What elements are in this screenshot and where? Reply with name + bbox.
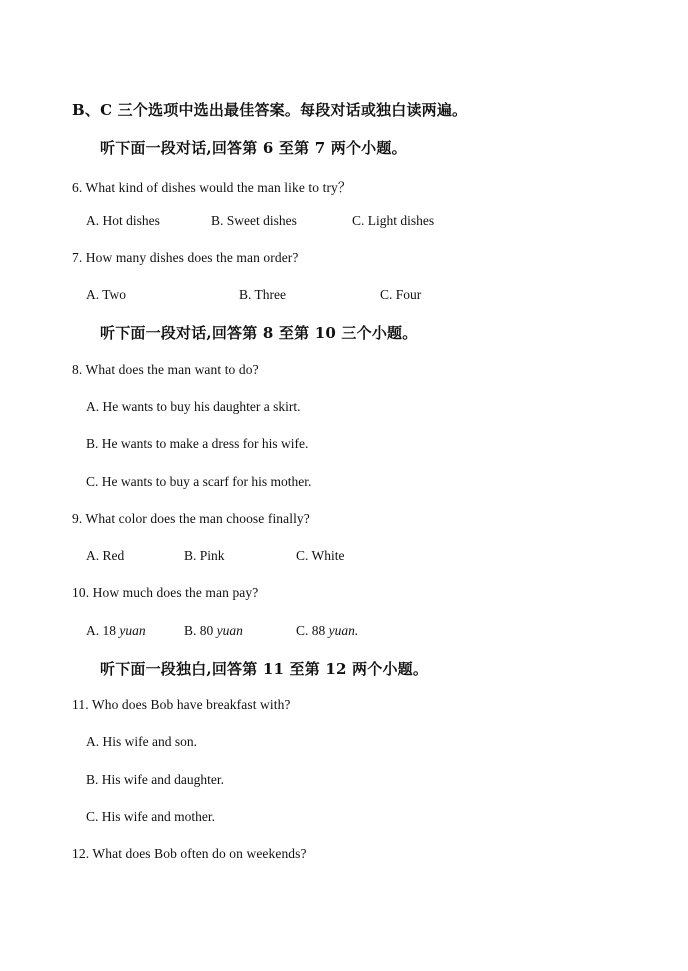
question-10-option-c	[296, 623, 358, 639]
question-8-option-a: A. He wants to buy his daughter a skirt.	[86, 399, 301, 414]
question-10-option-b	[184, 623, 243, 639]
option-b-amount: B. 80	[184, 623, 214, 638]
question-11-stem: 11. Who does Bob have breakfast with?	[72, 697, 291, 712]
option-a-unit: yuan	[119, 623, 146, 638]
question-11-option-a: A. His wife and son.	[86, 734, 197, 749]
question-9-option-a: A. Red	[86, 548, 125, 563]
question-8-option-b: B. He wants to make a dress for his wife.	[86, 436, 309, 451]
section-heading-monologue-11-12: 听下面一段独白,回答第 11 至第 12 两个小题。	[100, 660, 429, 678]
question-6-stem: 6. What kind of dishes would the man like to try？	[72, 180, 352, 195]
option-b-unit: yuan	[216, 623, 243, 638]
section-heading-dialogue-8-10: 听下面一段对话,回答第 8 至第 10 三个小题。	[100, 324, 418, 342]
question-6-option-c: C. Light dishes	[352, 213, 435, 228]
question-9-stem: 9. What color does the man choose finally?	[72, 511, 310, 526]
option-c-unit: yuan.	[328, 623, 359, 638]
question-9-option-c: C. White	[296, 548, 345, 563]
question-7-option-b: B. Three	[239, 287, 286, 302]
instruction-line: B、C 三个选项中选出最佳答案。每段对话或独白读两遍。	[72, 101, 468, 119]
question-9-option-b: B. Pink	[184, 548, 225, 563]
question-8-option-c: C. He wants to buy a scarf for his mother.	[86, 474, 312, 489]
question-7-option-a: A. Two	[86, 287, 127, 302]
question-10-stem: 10. How much does the man pay?	[72, 585, 259, 600]
question-7-option-c: C. Four	[380, 287, 422, 302]
question-6-option-a: A. Hot dishes	[86, 213, 160, 228]
option-a-amount: A. 18	[86, 623, 116, 638]
question-11-option-b: B. His wife and daughter.	[86, 772, 224, 787]
question-10-option-a	[86, 623, 146, 639]
question-8-stem: 8. What does the man want to do?	[72, 362, 259, 377]
question-6-option-b: B. Sweet dishes	[211, 213, 297, 228]
option-c-amount: C. 88	[296, 623, 326, 638]
section-heading-dialogue-6-7: 听下面一段对话,回答第 6 至第 7 两个小题。	[100, 139, 407, 157]
question-7-stem: 7. How many dishes does the man order?	[72, 250, 299, 265]
question-11-option-c: C. His wife and mother.	[86, 809, 215, 824]
question-12-stem: 12. What does Bob often do on weekends?	[72, 846, 307, 861]
